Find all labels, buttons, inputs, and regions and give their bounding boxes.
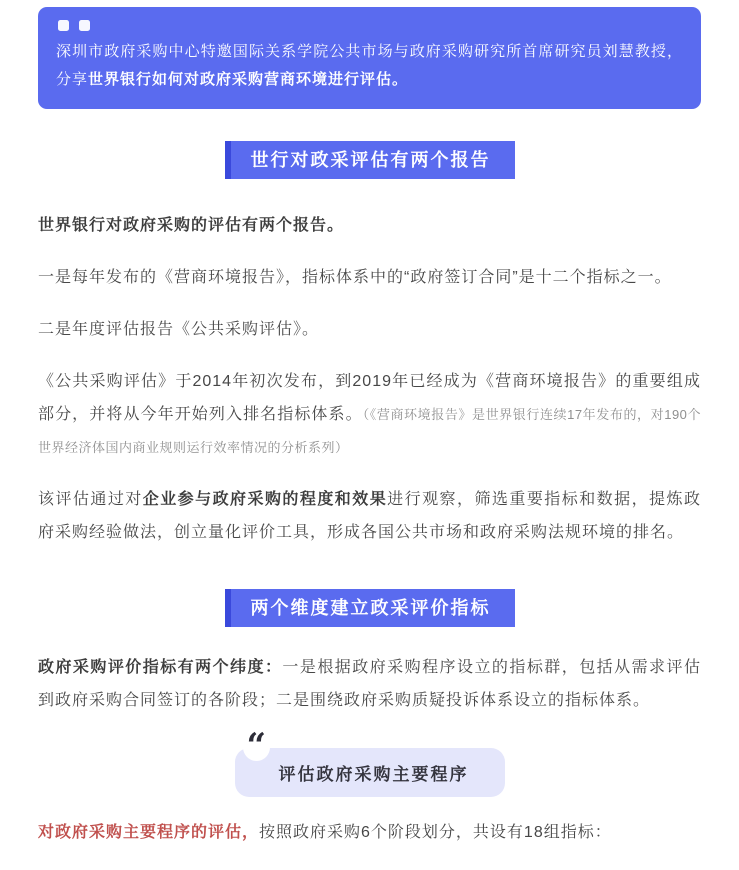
paragraph-6-rest: 一是根据政府采购程序设立的指标群，包括从需求评估到政府采购合同签订的各阶段；二是围绕政府采购质疑投诉体系设立的指标体系。 [38, 659, 701, 709]
quote-icon: “ [243, 733, 271, 761]
paragraph-7-rest: 按照政府采购6个阶段划分，共设有18组指标： [259, 824, 612, 841]
square-icon [79, 20, 90, 31]
paragraph-5-pre: 该评估通过对 [38, 491, 143, 508]
paragraph-7-red: 对政府采购主要程序的评估， [38, 824, 260, 841]
intro-text [56, 38, 683, 94]
paragraph-5-post: 进行观察，筛选重要指标和数据，提炼政府采购经验做法，创立量化评价工具，形成各国公共市场和政府采购法规环境的排名。 [38, 491, 701, 541]
paragraph-4 [38, 365, 701, 464]
paragraph-6-bold: 政府采购评价指标有两个纬度： [38, 659, 283, 676]
intro-text-regular: 深圳市政府采购中心特邀国际关系学院公共市场与政府采购研究所首席研究员刘慧教授，分享 [56, 43, 683, 88]
quote-card [235, 726, 505, 797]
paragraph-4-main: 《公共采购评估》于2014年初次发布，到2019年已经成为《营商环境报告》的重要组成部分，并将从今年开始列入排名指标体系。 [38, 373, 701, 423]
paragraph-7 [38, 816, 701, 849]
paragraph-3: 二是年度评估报告《公共采购评估》。 [38, 321, 320, 338]
quote-squares-icon [58, 20, 683, 31]
section1-banner-row [38, 141, 701, 179]
intro-text-bold: 世界银行如何对政府采购营商环境进行评估。 [88, 71, 409, 88]
paragraph-1 [38, 209, 701, 242]
intro-highlight-card [38, 7, 701, 109]
section2-banner-row [38, 589, 701, 627]
paragraph-1-bold: 世界银行对政府采购的评估有两个报告。 [38, 217, 345, 234]
paragraph-4-note: （《营商环境报告》是世界银行连续17年发布的，对190个世界经济体国内商业规则运行效率情况的分析系列） [38, 407, 701, 455]
paragraph-6 [38, 651, 701, 717]
section2-banner: 两个维度建立政采评价指标 [225, 589, 515, 627]
paragraph-2: 一是每年发布的《营商环境报告》，指标体系中的“政府签订合同”是十二个指标之一。 [38, 269, 672, 286]
section1-banner: 世行对政采评估有两个报告 [225, 141, 515, 179]
square-icon [58, 20, 69, 31]
quote-card-title: 评估政府采购主要程序 [278, 765, 469, 784]
paragraph-5 [38, 483, 701, 549]
paragraph-5-bold: 企业参与政府采购的程度和效果 [142, 491, 388, 508]
